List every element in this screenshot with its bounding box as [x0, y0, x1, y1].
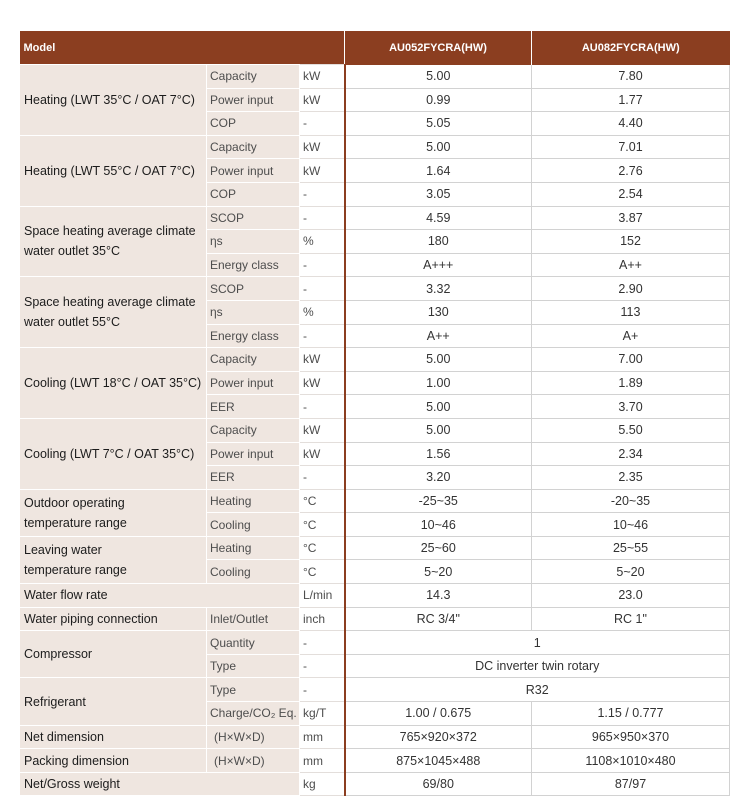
unit-label: - — [300, 206, 345, 230]
group-label-line: temperature range — [24, 515, 127, 530]
group-label-line: temperature range — [24, 562, 127, 577]
item-label: Cooling — [207, 513, 300, 537]
spec-row — [20, 418, 730, 442]
spec-row — [20, 206, 730, 230]
unit-label: - — [300, 395, 345, 419]
value-au052: 5.00 — [345, 395, 532, 419]
spec-table — [19, 31, 730, 796]
spec-row — [20, 584, 730, 608]
item-label: Capacity — [207, 418, 300, 442]
value-au052: A++ — [345, 324, 532, 348]
unit-label: °C — [300, 513, 345, 537]
value-au082: 152 — [532, 230, 730, 254]
value-au082: 3.70 — [532, 395, 730, 419]
item-label: Energy class — [207, 324, 300, 348]
unit-label: kW — [300, 88, 345, 112]
value-au052: 3.32 — [345, 277, 532, 301]
value-au082: 1108×1010×480 — [532, 749, 730, 773]
group-label-space-heating-55 — [20, 277, 207, 348]
group-label-line: Space heating average climate — [24, 295, 196, 310]
value-au052: 1.00 — [345, 371, 532, 395]
spec-row — [20, 489, 730, 513]
value-au052: A+++ — [345, 253, 532, 277]
unit-label: kg — [300, 772, 345, 796]
value-au052: 69/80 — [345, 772, 532, 796]
item-label: Inlet/Outlet — [207, 607, 300, 631]
item-label: EER — [207, 395, 300, 419]
spec-row — [20, 631, 730, 655]
unit-label: kW — [300, 159, 345, 183]
value-au052: 25~60 — [345, 536, 532, 560]
unit-label: - — [300, 277, 345, 301]
value-au082: 2.76 — [532, 159, 730, 183]
value-au052: 3.20 — [345, 466, 532, 490]
unit-label: - — [300, 678, 345, 702]
item-label: SCOP — [207, 206, 300, 230]
model-header: Model — [20, 31, 345, 65]
item-label: (H×W×D) — [207, 749, 300, 773]
value-au052: -25~35 — [345, 489, 532, 513]
item-label: Capacity — [207, 65, 300, 89]
value-au082: 7.01 — [532, 135, 730, 159]
value-au052: 130 — [345, 300, 532, 324]
value-au052: 1.64 — [345, 159, 532, 183]
unit-label: kW — [300, 348, 345, 372]
value-au052: 5~20 — [345, 560, 532, 584]
spec-row — [20, 772, 730, 796]
item-label: EER — [207, 466, 300, 490]
spec-row — [20, 277, 730, 301]
value-au082: 3.87 — [532, 206, 730, 230]
group-label-heating-55: Heating (LWT 55°C / OAT 7°C) — [20, 135, 207, 206]
model-b-header: AU082FYCRA(HW) — [532, 31, 730, 65]
value-au082: A++ — [532, 253, 730, 277]
value-au052: 5.00 — [345, 65, 532, 89]
item-label: COP — [207, 112, 300, 136]
unit-label: % — [300, 230, 345, 254]
value-au082: RC 1" — [532, 607, 730, 631]
value-au082: 5~20 — [532, 560, 730, 584]
value-au082: 2.35 — [532, 466, 730, 490]
value-au082: 7.80 — [532, 65, 730, 89]
group-label-packing-dimension: Packing dimension — [20, 749, 207, 773]
value-au082: 25~55 — [532, 536, 730, 560]
spec-row — [20, 607, 730, 631]
item-label: Power input — [207, 442, 300, 466]
unit-label: - — [300, 654, 345, 678]
spec-row — [20, 678, 730, 702]
unit-label: kg/T — [300, 702, 345, 726]
value-au082: 5.50 — [532, 418, 730, 442]
unit-label: kW — [300, 442, 345, 466]
item-label: Cooling — [207, 560, 300, 584]
value-au052: 5.00 — [345, 418, 532, 442]
value-au052: 765×920×372 — [345, 725, 532, 749]
value-au052: 5.00 — [345, 135, 532, 159]
value-au052: RC 3/4" — [345, 607, 532, 631]
group-label-line: water outlet 55°C — [24, 315, 121, 330]
value-shared: R32 — [345, 678, 730, 702]
unit-label: L/min — [300, 584, 345, 608]
value-au052: 3.05 — [345, 182, 532, 206]
unit-label: mm — [300, 749, 345, 773]
value-au082: 10~46 — [532, 513, 730, 537]
value-au052: 4.59 — [345, 206, 532, 230]
group-label-outdoor-range — [20, 489, 207, 536]
unit-label: °C — [300, 536, 345, 560]
value-au082: 965×950×370 — [532, 725, 730, 749]
value-au082: 87/97 — [532, 772, 730, 796]
item-label: Charge/CO₂ Eq. — [207, 702, 300, 726]
unit-label: - — [300, 182, 345, 206]
item-label: Capacity — [207, 135, 300, 159]
item-label: (H×W×D) — [207, 725, 300, 749]
value-au082: 1.77 — [532, 88, 730, 112]
group-label-refrigerant: Refrigerant — [20, 678, 207, 725]
group-label-net-dimension: Net dimension — [20, 725, 207, 749]
group-label-weight: Net/Gross weight — [20, 772, 300, 796]
value-au052: 180 — [345, 230, 532, 254]
spec-row — [20, 348, 730, 372]
unit-label: kW — [300, 371, 345, 395]
unit-label: kW — [300, 135, 345, 159]
item-label: Capacity — [207, 348, 300, 372]
item-label: Type — [207, 678, 300, 702]
value-au052: 5.05 — [345, 112, 532, 136]
value-au052: 5.00 — [345, 348, 532, 372]
group-label-line: Leaving water — [24, 542, 102, 557]
unit-label: - — [300, 112, 345, 136]
unit-label: mm — [300, 725, 345, 749]
group-label-leaving-water-range — [20, 536, 207, 583]
value-shared: 1 — [345, 631, 730, 655]
spec-row — [20, 725, 730, 749]
unit-label: °C — [300, 560, 345, 584]
item-label: Heating — [207, 536, 300, 560]
model-a-header: AU052FYCRA(HW) — [345, 31, 532, 65]
value-au052: 0.99 — [345, 88, 532, 112]
unit-label: kW — [300, 418, 345, 442]
group-label-line: Space heating average climate — [24, 224, 196, 239]
unit-label: °C — [300, 489, 345, 513]
value-au082: 4.40 — [532, 112, 730, 136]
unit-label: inch — [300, 607, 345, 631]
item-label: Quantity — [207, 631, 300, 655]
unit-label: kW — [300, 65, 345, 89]
value-au082: 1.15 / 0.777 — [532, 702, 730, 726]
spec-row — [20, 536, 730, 560]
value-au082: 1.89 — [532, 371, 730, 395]
item-label: Power input — [207, 88, 300, 112]
value-au052: 1.00 / 0.675 — [345, 702, 532, 726]
spec-row — [20, 135, 730, 159]
unit-label: - — [300, 324, 345, 348]
value-au052: 14.3 — [345, 584, 532, 608]
unit-label: - — [300, 253, 345, 277]
value-au082: 23.0 — [532, 584, 730, 608]
group-label-space-heating-35 — [20, 206, 207, 277]
value-au082: -20~35 — [532, 489, 730, 513]
spec-row — [20, 65, 730, 89]
value-shared: DC inverter twin rotary — [345, 654, 730, 678]
value-au052: 10~46 — [345, 513, 532, 537]
item-label: Type — [207, 654, 300, 678]
group-label-line: water outlet 35°C — [24, 244, 121, 259]
value-au082: 2.90 — [532, 277, 730, 301]
item-label: Energy class — [207, 253, 300, 277]
group-label-water-flow: Water flow rate — [20, 584, 300, 608]
group-label-compressor: Compressor — [20, 631, 207, 678]
value-au082: 2.34 — [532, 442, 730, 466]
unit-label: % — [300, 300, 345, 324]
unit-label: - — [300, 631, 345, 655]
group-label-heating-35: Heating (LWT 35°C / OAT 7°C) — [20, 65, 207, 136]
group-label-cooling-7: Cooling (LWT 7°C / OAT 35°C) — [20, 418, 207, 489]
item-label: SCOP — [207, 277, 300, 301]
item-label: Heating — [207, 489, 300, 513]
item-label: Power input — [207, 371, 300, 395]
item-label: Power input — [207, 159, 300, 183]
value-au052: 1.56 — [345, 442, 532, 466]
item-label: ηs — [207, 300, 300, 324]
item-label: ηs — [207, 230, 300, 254]
value-au082: A+ — [532, 324, 730, 348]
unit-label: - — [300, 466, 345, 490]
group-label-water-piping: Water piping connection — [20, 607, 207, 631]
item-label: COP — [207, 182, 300, 206]
value-au082: 2.54 — [532, 182, 730, 206]
value-au082: 113 — [532, 300, 730, 324]
group-label-line: Outdoor operating — [24, 495, 125, 510]
spec-row — [20, 749, 730, 773]
value-au082: 7.00 — [532, 348, 730, 372]
header-row — [20, 31, 730, 65]
group-label-cooling-18: Cooling (LWT 18°C / OAT 35°C) — [20, 348, 207, 419]
value-au052: 875×1045×488 — [345, 749, 532, 773]
